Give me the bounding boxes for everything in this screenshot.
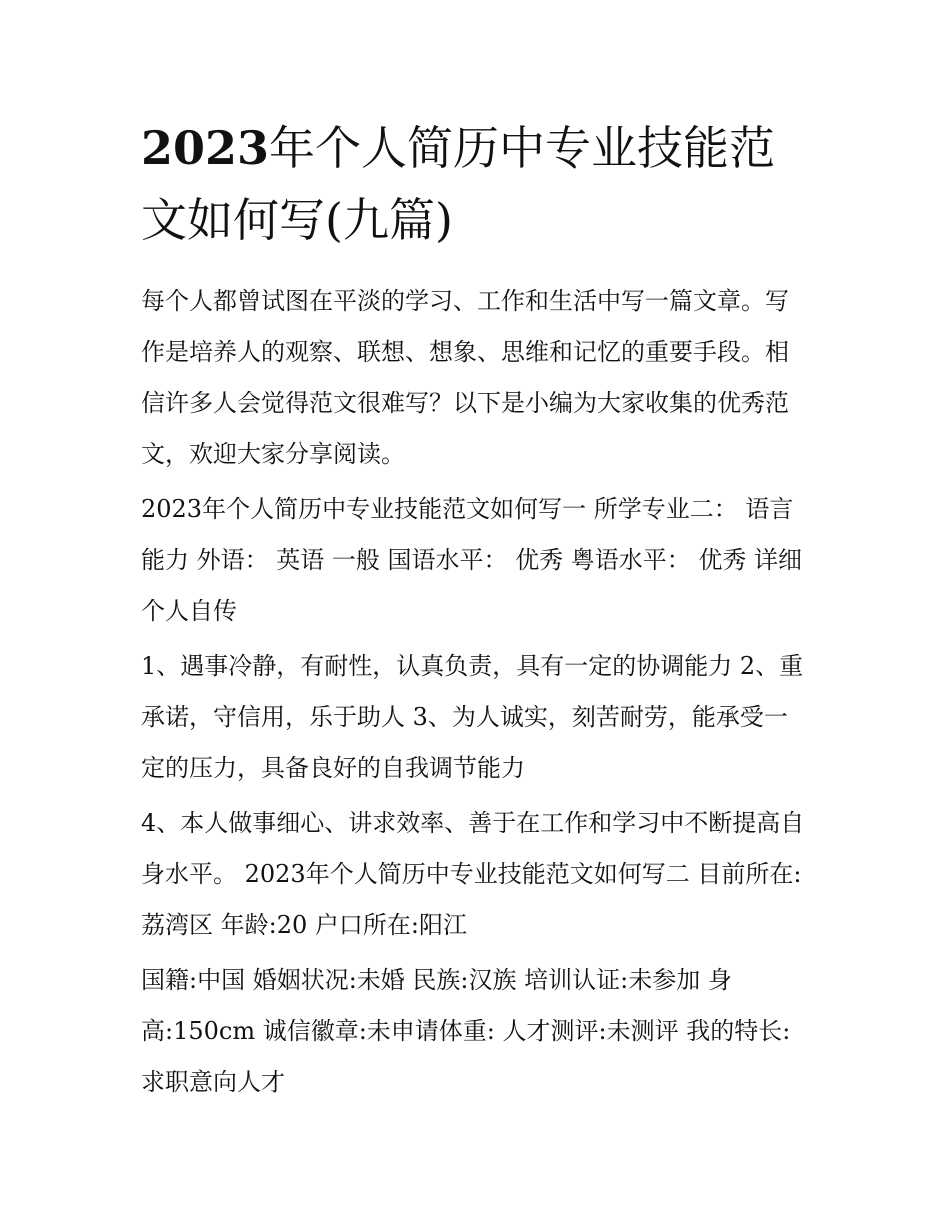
- personal-info-paragraph: 国籍:中国 婚姻状况:未婚 民族:汉族 培训认证:未参加 身高:150cm 诚信徽章:未申请体重: 人才测评:未测评 我的特长: 求职意向人才: [141, 966, 791, 1096]
- document-title: [141, 112, 811, 256]
- document-page: [141, 112, 811, 1112]
- self-evaluation-paragraph: 1、遇事冷静，有耐性，认真负责，具有一定的协调能力 2、重承诺，守信用，乐于助人 3、为人诚实，刻苦耐劳，能承受一定的压力，具备良好的自我调节能力: [141, 652, 804, 782]
- work-style-paragraph: 4、本人做事细心、讲求效率、善于在工作和学习中不断提高自身水平。 2023年个人简历中专业技能范文如何写二 目前所在:荔湾区 年龄:20 户口所在:阳江: [141, 809, 805, 939]
- title-year: 2023: [141, 121, 270, 175]
- intro-paragraph: 每个人都曾试图在平淡的学习、工作和生活中写一篇文章。写作是培养人的观察、联想、想象、思维和记忆的重要手段。相信许多人会觉得范文很难写？以下是小编为大家收集的优秀范文，欢迎大家分享阅读。: [141, 287, 789, 468]
- title-text: 年个人简历中专业技能范文如何写(九篇): [141, 121, 776, 247]
- resume-language-paragraph: 2023年个人简历中专业技能范文如何写一 所学专业二： 语言能力 外语： 英语 一般 国语水平： 优秀 粤语水平： 优秀 详细个人自传: [141, 495, 803, 625]
